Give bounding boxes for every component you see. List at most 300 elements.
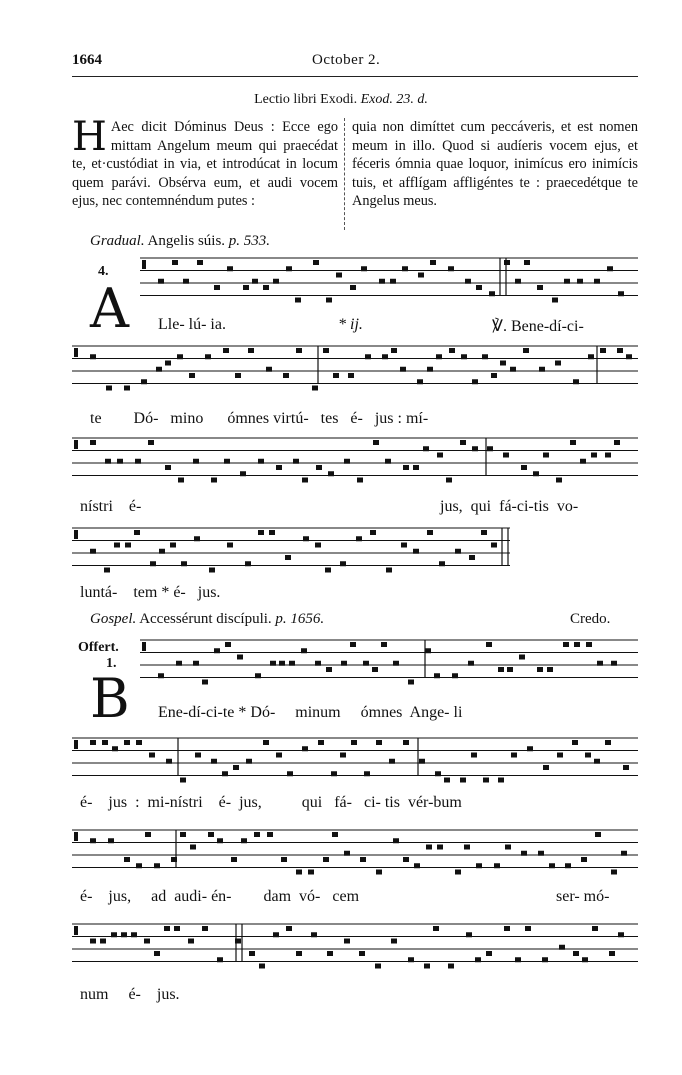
neume-note (588, 354, 594, 359)
neume-note (267, 832, 273, 837)
neume-note (573, 379, 579, 384)
neume-note (533, 471, 539, 476)
gradual-page-ref: p. 533. (228, 233, 271, 249)
neume-note (449, 348, 455, 353)
c-clef (74, 832, 78, 841)
neume-note (224, 459, 230, 464)
neume-note (408, 957, 414, 962)
neume-note (170, 543, 176, 548)
neume-note (90, 740, 96, 745)
neume-note (181, 561, 187, 566)
neume-note (90, 549, 96, 554)
neume-note (537, 285, 543, 290)
neume-note (465, 279, 471, 284)
neume-note (521, 465, 527, 470)
neume-note (564, 279, 570, 284)
neume-note (487, 446, 493, 451)
neume-note (365, 354, 371, 359)
neume-note (434, 673, 440, 678)
neume-note (626, 354, 632, 359)
neume-note (510, 367, 516, 372)
neume-note (481, 530, 487, 535)
neume-note (617, 348, 623, 353)
neume-note (595, 832, 601, 837)
neume-note (515, 279, 521, 284)
neume-note (361, 266, 367, 271)
neume-note (258, 459, 264, 464)
c-clef (74, 440, 78, 449)
neume-note (194, 536, 200, 541)
neume-note (483, 778, 489, 783)
neume-note (556, 478, 562, 483)
neume-note (279, 661, 285, 666)
neume-note (313, 260, 319, 265)
neume-note (263, 740, 269, 745)
neume-note (592, 926, 598, 931)
neume-note (211, 478, 217, 483)
offertory-lyric-line-4: num é- jus. (80, 986, 180, 1003)
neume-note (193, 459, 199, 464)
gradual-lyric-line-1a: Lle- lú- ia. (158, 316, 226, 333)
neume-note (340, 753, 346, 758)
neume-note (580, 459, 586, 464)
neume-note (295, 298, 301, 303)
neume-note (423, 446, 429, 451)
neume-note (555, 361, 561, 366)
gradual-mode: 4. (98, 264, 109, 279)
staff-8 (72, 924, 638, 969)
neume-note (90, 939, 96, 944)
neume-note (344, 459, 350, 464)
neume-note (308, 870, 314, 875)
neume-note (326, 298, 332, 303)
neume-note (311, 932, 317, 937)
gospel-page-ref: p. 1656. (275, 611, 325, 627)
neume-note (273, 932, 279, 937)
neume-note (565, 863, 571, 868)
neume-note (276, 753, 282, 758)
neume-note (413, 465, 419, 470)
credo-label: Credo. (570, 611, 611, 627)
neume-note (489, 291, 495, 296)
neume-note (503, 453, 509, 458)
neume-note (125, 543, 131, 548)
neume-note (382, 354, 388, 359)
neume-note (524, 260, 530, 265)
neume-note (249, 951, 255, 956)
neume-note (475, 957, 481, 962)
neume-note (594, 279, 600, 284)
neume-note (211, 759, 217, 764)
neume-note (542, 957, 548, 962)
neume-note (102, 740, 108, 745)
gradual-lyric-line-4: luntá- tem * é- jus. (80, 584, 221, 601)
neume-note (124, 386, 130, 391)
staff-3 (72, 438, 638, 483)
neume-note (164, 926, 170, 931)
neume-note (574, 642, 580, 647)
neume-note (205, 354, 211, 359)
neume-note (476, 863, 482, 868)
neume-note (403, 465, 409, 470)
neume-note (570, 440, 576, 445)
neume-note (393, 838, 399, 843)
neume-note (165, 465, 171, 470)
neume-note (190, 845, 196, 850)
neume-note (172, 260, 178, 265)
neume-note (156, 367, 162, 372)
neume-note (121, 932, 127, 937)
neume-note (605, 740, 611, 745)
neume-note (357, 478, 363, 483)
neume-note (597, 661, 603, 666)
neume-note (332, 832, 338, 837)
neume-note (149, 753, 155, 758)
reading-right-text: quia non dimíttet cum peccáveris, et est nomen meum in illo. Quod si audíeris vocem ejus, et féceris ómnia quae loquor, inimícus ero inimícis tuis, et afflígam affligéntes te : praecedétque te Angelus meus. (352, 119, 638, 210)
neume-note (403, 857, 409, 862)
neume-note (148, 440, 154, 445)
page-number: 1664 (72, 52, 102, 68)
neume-note (189, 373, 195, 378)
offertory-initial: B (90, 667, 130, 730)
neume-note (486, 642, 492, 647)
neume-note (323, 348, 329, 353)
lectio-reference: Exod. 23. d. (360, 92, 428, 107)
neume-note (336, 273, 342, 278)
neume-note (154, 951, 160, 956)
neume-note (159, 549, 165, 554)
neume-note (315, 543, 321, 548)
neume-note (323, 857, 329, 862)
neume-note (166, 759, 172, 764)
neume-note (466, 932, 472, 937)
neume-note (124, 857, 130, 862)
neume-note (222, 771, 228, 776)
neume-note (176, 661, 182, 666)
neume-note (427, 530, 433, 535)
gradual-lyric-line-3a: nístri é- (80, 498, 142, 515)
neume-note (543, 453, 549, 458)
neume-note (350, 642, 356, 647)
neume-note (621, 851, 627, 856)
neume-note (472, 446, 478, 451)
neume-note (217, 838, 223, 843)
neume-note (486, 951, 492, 956)
neume-note (563, 642, 569, 647)
neume-note (296, 348, 302, 353)
staff-7 (72, 830, 638, 875)
neume-note (135, 459, 141, 464)
c-clef (142, 260, 146, 269)
c-clef (142, 642, 146, 651)
staff-1 (140, 258, 638, 303)
neume-note (281, 857, 287, 862)
neume-note (208, 832, 214, 837)
neume-note (108, 838, 114, 843)
neume-note (328, 471, 334, 476)
neume-note (618, 291, 624, 296)
neume-note (439, 561, 445, 566)
neume-note (375, 964, 381, 969)
neume-note (498, 667, 504, 672)
neume-note (209, 568, 215, 573)
neume-note (393, 661, 399, 666)
offertory-lyric-line-1: Ene-dí-ci-te * Dó- minum ómnes Ange- li (158, 704, 463, 721)
neume-note (318, 740, 324, 745)
gradual-lyric-line-1b: * ij. (338, 316, 363, 333)
neume-note (385, 459, 391, 464)
neume-note (312, 386, 318, 391)
neume-note (124, 740, 130, 745)
neume-note (525, 926, 531, 931)
neume-note (623, 765, 629, 770)
gradual-incipit: Angelis súis. (147, 233, 226, 249)
neume-note (452, 673, 458, 678)
neume-note (217, 957, 223, 962)
neume-note (117, 459, 123, 464)
neume-note (427, 367, 433, 372)
neume-note (326, 667, 332, 672)
neume-note (521, 851, 527, 856)
neume-note (582, 957, 588, 962)
neume-note (131, 932, 137, 937)
neume-note (227, 266, 233, 271)
neume-note (402, 266, 408, 271)
neume-note (577, 279, 583, 284)
staff-5 (140, 640, 638, 685)
neume-note (515, 957, 521, 962)
neume-note (302, 746, 308, 751)
neume-note (436, 354, 442, 359)
neume-note (461, 354, 467, 359)
neume-note (437, 845, 443, 850)
neume-note (235, 373, 241, 378)
neume-note (165, 361, 171, 366)
neume-note (614, 440, 620, 445)
neume-note (504, 926, 510, 931)
neume-note (446, 478, 452, 483)
neume-note (390, 279, 396, 284)
neume-note (471, 753, 477, 758)
neume-note (482, 354, 488, 359)
neume-note (389, 759, 395, 764)
neume-note (112, 746, 118, 751)
neume-note (327, 951, 333, 956)
neume-note (158, 673, 164, 678)
neume-note (537, 667, 543, 672)
neume-note (607, 266, 613, 271)
neume-note (376, 870, 382, 875)
neume-note (331, 771, 337, 776)
neume-note (341, 661, 347, 666)
neume-note (105, 459, 111, 464)
neume-note (197, 260, 203, 265)
neume-note (114, 543, 120, 548)
staff-4 (72, 528, 510, 573)
neume-note (455, 549, 461, 554)
neume-note (136, 740, 142, 745)
neume-note (225, 642, 231, 647)
neume-note (286, 266, 292, 271)
gradual-label: Gradual. (90, 233, 145, 249)
neume-note (231, 857, 237, 862)
neume-note (376, 740, 382, 745)
neume-note (243, 285, 249, 290)
offertory-lyric-line-3a: é- jus, ad audi- én- dam vó- cem (80, 888, 360, 905)
reading-dropcap: H (72, 114, 107, 160)
gradual-lyric-line-1c: ℣. Bene-dí-ci- (492, 318, 584, 335)
reading-left-text: Aec dicit Dóminus Deus : Ecce ego mittam Angelum meum qui praecédat te, et·custódiat in via, et introdúcat in locum quem parávi. Obsérva eum, et audi vocem ejus, nec contemnéndum putes : (72, 119, 338, 210)
neume-note (100, 939, 106, 944)
neume-note (460, 440, 466, 445)
neume-note (505, 845, 511, 850)
gradual-lyric-line-3b: jus, qui fá-ci-tis vo- (440, 498, 579, 515)
c-clef (74, 926, 78, 935)
neume-note (538, 851, 544, 856)
neume-note (301, 648, 307, 653)
neume-note (254, 832, 260, 837)
neume-note (233, 765, 239, 770)
neume-note (527, 746, 533, 751)
neume-note (145, 832, 151, 837)
neume-note (303, 536, 309, 541)
neume-note (448, 266, 454, 271)
neume-note (573, 951, 579, 956)
neume-note (401, 543, 407, 548)
neume-note (413, 549, 419, 554)
gradual-lyric-line-2: te Dó- mino ómnes virtú- tes é- jus : mí- (90, 410, 429, 427)
neume-note (581, 857, 587, 862)
c-clef (74, 348, 78, 357)
neume-note (235, 939, 241, 944)
staff-2 (72, 346, 638, 391)
neume-note (245, 561, 251, 566)
gospel-incipit: Accessérunt discípuli. (139, 611, 272, 627)
neume-note (174, 926, 180, 931)
neume-note (418, 273, 424, 278)
neume-note (408, 680, 414, 685)
neume-note (435, 771, 441, 776)
neume-note (340, 561, 346, 566)
neume-note (241, 838, 247, 843)
neume-note (472, 379, 478, 384)
neume-note (158, 279, 164, 284)
offertory-lyric-line-2: é- jus : mi-nístri é- jus, qui fá- ci- tis vér-bum (80, 794, 462, 811)
neume-note (507, 667, 513, 672)
neume-note (287, 771, 293, 776)
gospel-label: Gospel. (90, 611, 137, 627)
staff-6 (72, 738, 638, 783)
neume-note (351, 740, 357, 745)
neume-note (391, 939, 397, 944)
neume-note (491, 543, 497, 548)
neume-note (511, 753, 517, 758)
neume-note (491, 373, 497, 378)
neume-note (178, 478, 184, 483)
neume-note (289, 661, 295, 666)
neume-note (302, 478, 308, 483)
neume-note (270, 661, 276, 666)
neume-note (414, 863, 420, 868)
neume-note (430, 260, 436, 265)
neume-note (611, 661, 617, 666)
neume-note (444, 778, 450, 783)
neume-note (246, 759, 252, 764)
page-date: October 2. (312, 52, 381, 68)
neume-note (344, 851, 350, 856)
neume-note (285, 555, 291, 560)
neume-note (600, 348, 606, 353)
neume-note (180, 832, 186, 837)
neume-note (448, 964, 454, 969)
neume-note (419, 759, 425, 764)
neume-note (386, 568, 392, 573)
neume-note (609, 951, 615, 956)
offertory-mode: 1. (106, 656, 117, 671)
neume-note (150, 561, 156, 566)
neume-note (618, 932, 624, 937)
neume-note (269, 530, 275, 535)
neume-note (325, 568, 331, 573)
neume-note (373, 440, 379, 445)
neume-note (549, 863, 555, 868)
neume-note (605, 453, 611, 458)
neume-note (344, 939, 350, 944)
neume-note (585, 753, 591, 758)
neume-note (460, 778, 466, 783)
neume-note (591, 453, 597, 458)
neume-note (379, 279, 385, 284)
neume-note (400, 367, 406, 372)
neume-note (259, 964, 265, 969)
neume-note (90, 440, 96, 445)
neume-note (258, 530, 264, 535)
neume-note (316, 465, 322, 470)
neume-note (494, 863, 500, 868)
neume-note (90, 354, 96, 359)
neume-note (214, 285, 220, 290)
neume-note (433, 926, 439, 931)
neume-note (370, 530, 376, 535)
neume-note (350, 285, 356, 290)
offertory-lyric-line-3b: ser- mó- (556, 888, 610, 905)
neume-note (283, 373, 289, 378)
neume-note (188, 939, 194, 944)
neume-note (266, 367, 272, 372)
neume-note (498, 778, 504, 783)
neume-note (594, 759, 600, 764)
neume-note (586, 642, 592, 647)
neume-note (136, 863, 142, 868)
neume-note (202, 926, 208, 931)
c-clef (74, 530, 78, 539)
neume-note (417, 379, 423, 384)
neume-note (183, 279, 189, 284)
neume-note (144, 939, 150, 944)
neume-note (572, 740, 578, 745)
neume-note (193, 661, 199, 666)
neume-note (476, 285, 482, 290)
neume-note (154, 863, 160, 868)
neume-note (240, 471, 246, 476)
c-clef (74, 740, 78, 749)
neume-note (500, 361, 506, 366)
neume-note (273, 279, 279, 284)
neume-note (424, 964, 430, 969)
neume-note (437, 453, 443, 458)
neume-note (363, 661, 369, 666)
neume-note (360, 857, 366, 862)
